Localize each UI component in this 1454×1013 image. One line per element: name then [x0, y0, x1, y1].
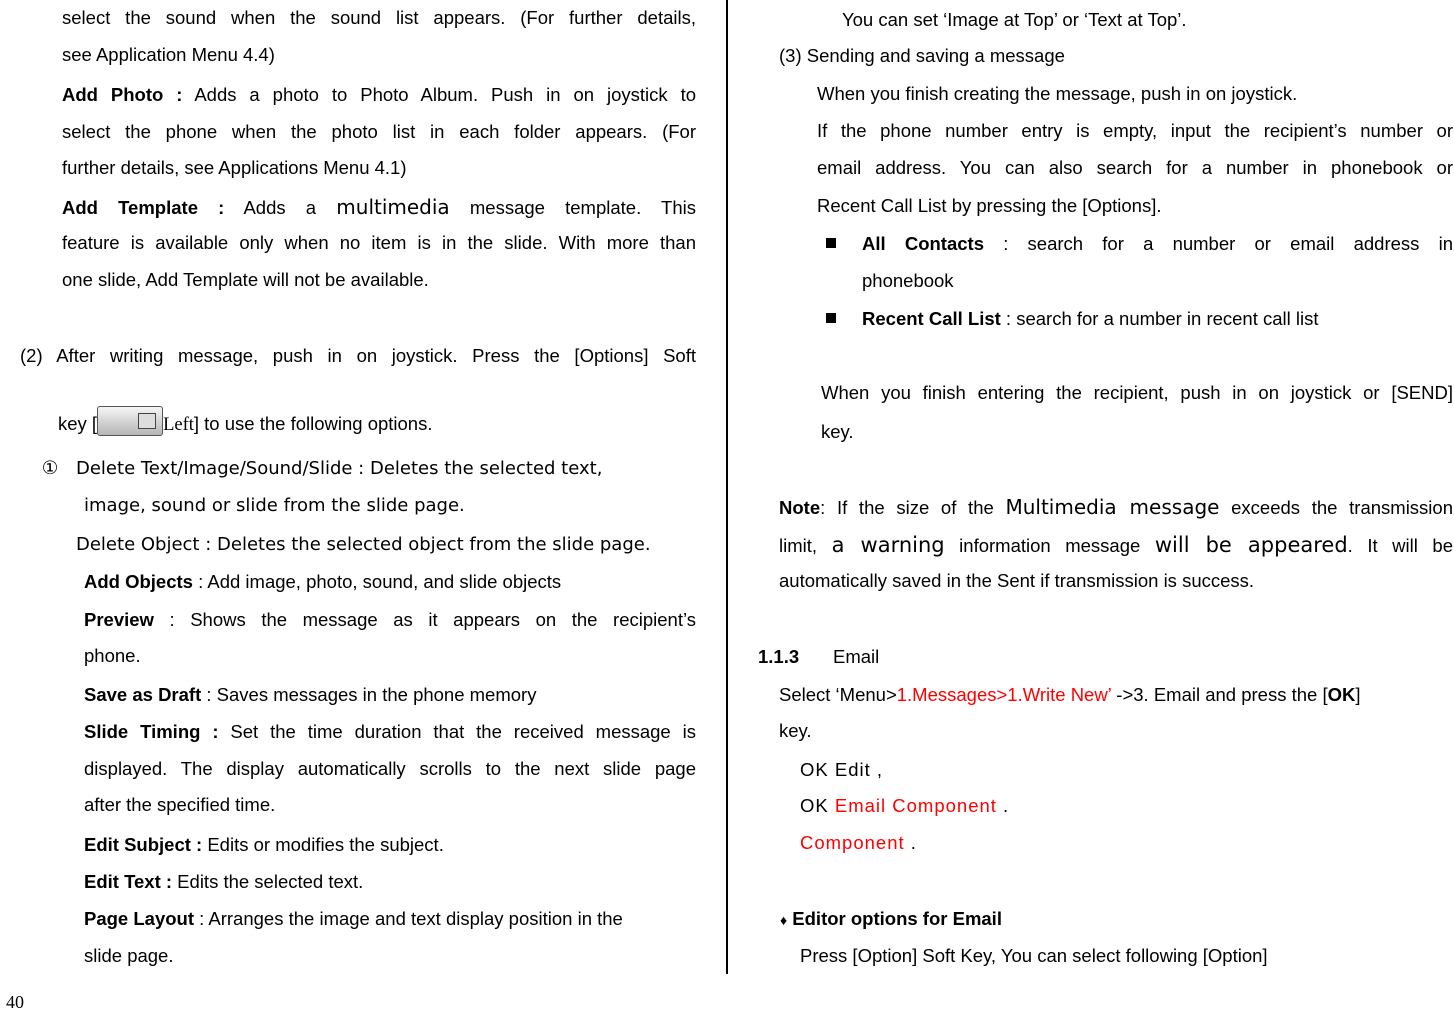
section-number: 1.1.3 [758, 646, 800, 667]
preview-line-1: Preview : Shows the message as it appears on the recipient’s [84, 609, 696, 630]
right-line-3: When you finish creating the message, push in on joystick. [817, 83, 1298, 104]
all-contacts-line-2: phonebook [862, 270, 954, 291]
right-line-1: You can set ‘Image at Top’ or ‘Text at Top’. [842, 9, 1187, 30]
step-3-heading: (3) Sending and saving a message [779, 45, 1065, 66]
left-softkey-icon [97, 406, 163, 436]
add-photo-line-3: further details, see Applications Menu 4.1) [62, 157, 407, 178]
edit-subject-line: Edit Subject : Edits or modifies the subject. [84, 834, 444, 855]
square-bullet-icon [826, 313, 836, 323]
editor-options-heading: ♦ Editor options for Email [780, 908, 1002, 929]
preview-line-2: phone. [84, 645, 141, 666]
add-objects-line: Add Objects : Add image, photo, sound, and slide objects [84, 571, 562, 592]
right-line-4: If the phone number entry is empty, input the recipient’s number or [817, 120, 1453, 141]
slide-timing-line-3: after the specified time. [84, 794, 276, 815]
korean-line-2: OK Email Component . [800, 795, 1010, 816]
note-line-1: Note: If the size of the Multimedia message exceeds the transmission [779, 495, 1453, 519]
right-line-6: Recent Call List by pressing the [Options]. [817, 195, 1162, 216]
section-title: Email [833, 646, 880, 667]
add-photo-line-2: select the phone when the photo list in each folder appears. (For [62, 121, 696, 142]
korean-line-1: OK Edit , [800, 759, 884, 780]
page-layout-line-1: Page Layout : Arranges the image and text display position in the [84, 908, 623, 929]
column-divider [726, 0, 728, 974]
note-line-2: limit, a warning information message will be appeared. It will be [779, 533, 1453, 557]
page-number: 40 [6, 992, 24, 1012]
add-template-line-2: feature is available only when no item is in the slide. With more than [62, 232, 696, 253]
delete-text-image-sound-slide-line-1: Delete Text/Image/Sound/Slide : Deletes the selected text, [76, 458, 603, 479]
all-contacts-line-1: All Contacts : search for a number or email address in [862, 233, 1453, 254]
recent-call-list-line: Recent Call List : search for a number in recent call list [862, 308, 1319, 329]
add-template-line-3: one slide, Add Template will not be available. [62, 269, 429, 290]
page-layout-line-2: slide page. [84, 945, 174, 966]
add-photo-line-1: Add Photo : Adds a photo to Photo Album. Push in on joystick to [62, 84, 696, 105]
slide-timing-line-2: displayed. The display automatically scrolls to the next slide page [84, 758, 696, 779]
right-line-10: When you finish entering the recipient, push in on joystick or [SEND] [821, 382, 1453, 403]
email-select-line: Select ‘Menu>1.Messages>1.Write New’ ->3. Email and press the [OK] [779, 684, 1361, 705]
email-select-key: key. [779, 720, 812, 741]
right-line-5: email address. You can also search for a number in phonebook or [817, 157, 1453, 178]
save-as-draft-line: Save as Draft : Saves messages in the phone memory [84, 684, 537, 705]
slide-timing-line-1: Slide Timing : Set the time duration that the received message is [84, 721, 696, 742]
korean-line-3: Component . [800, 832, 917, 853]
right-line-11: key. [821, 421, 854, 442]
left-line-1: select the sound when the sound list appears. (For further details, [62, 7, 696, 28]
circled-one: ① [41, 457, 59, 478]
step-2-line-1: (2) After writing message, push in on joystick. Press the [Options] Soft [20, 345, 696, 366]
note-line-3: automatically saved in the Sent if transmission is success. [779, 570, 1255, 591]
step-2-line-2: key [ Left] to use the following options. [58, 406, 433, 437]
add-template-line-1: Add Template : Adds a multimedia message template. This [62, 195, 696, 219]
left-line-2: see Application Menu 4.4) [62, 44, 275, 65]
delete-object-line: Delete Object : Deletes the selected object from the slide page. [76, 534, 651, 555]
diamond-icon: ♦ [780, 912, 788, 928]
delete-text-image-sound-slide-line-2: image, sound or slide from the slide page. [84, 495, 465, 516]
square-bullet-icon [826, 238, 836, 248]
edit-text-line: Edit Text : Edits the selected text. [84, 871, 364, 892]
editor-options-text: Press [Option] Soft Key, You can select following [Option] [800, 945, 1268, 966]
